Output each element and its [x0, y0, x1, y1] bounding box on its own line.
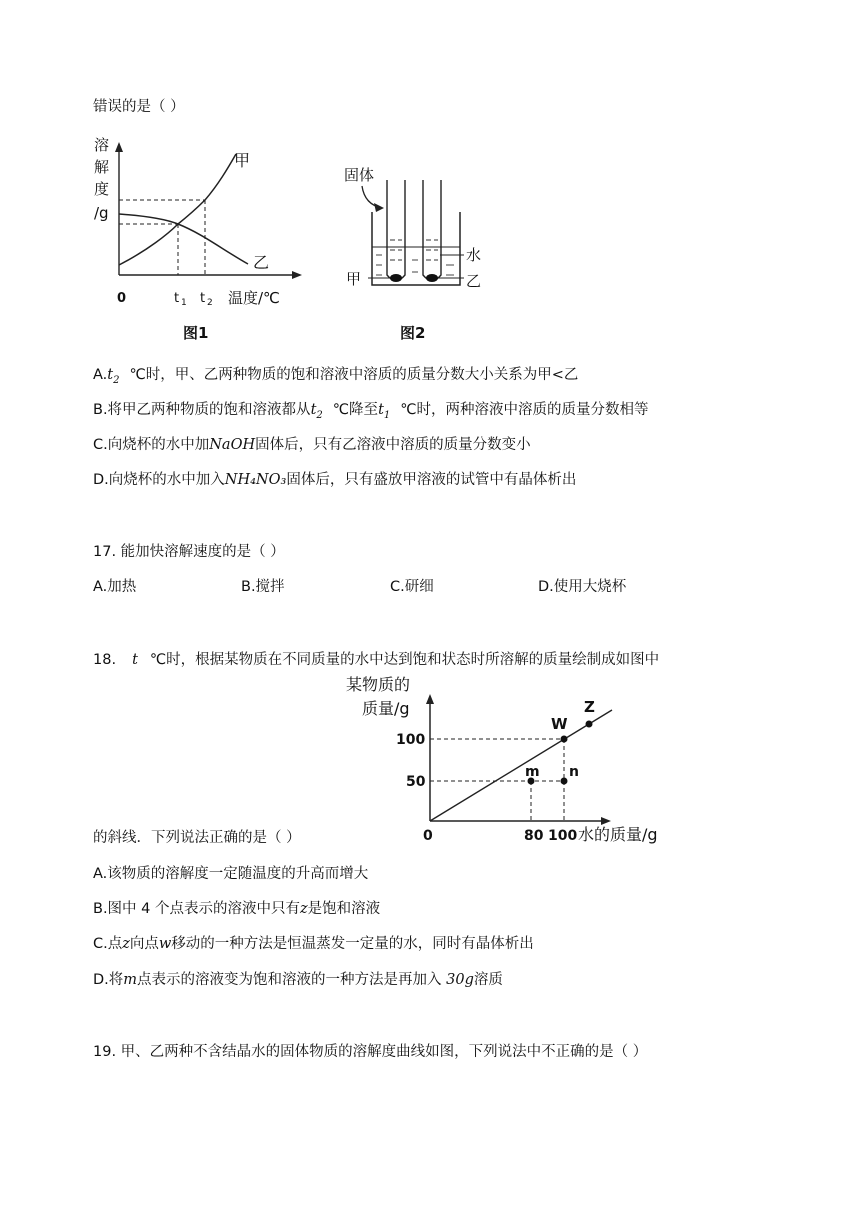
fig1-label-jia: 甲	[234, 151, 251, 170]
fig2-test-tube-yi	[423, 180, 441, 281]
fig2-solid-yi	[426, 274, 438, 282]
q16-stem-tail: 错误的是（ ）	[93, 99, 185, 115]
q18-xlabel: 水的质量/g	[578, 825, 658, 844]
q18-label-z: Z	[584, 698, 595, 716]
q18-tick-50: 50	[406, 774, 426, 790]
q16-figure2-beaker-diagram	[340, 160, 500, 345]
q18-point-z	[586, 721, 593, 728]
fig2-water-hatch	[376, 255, 454, 275]
q19-stem: 19. 甲、乙两种不含结晶水的固体物质的溶解度曲线如图，下列说法中不正确的是（ ）	[93, 1044, 648, 1060]
fig1-ylabel-4: /g	[94, 204, 109, 222]
q17-option-c: C.研细	[390, 579, 434, 595]
fig2-label-jia: 甲	[346, 270, 362, 288]
q18-saturation-line	[430, 710, 612, 821]
fig1-curve-yi	[119, 214, 248, 264]
q18-ylabel-1: 某物质的	[346, 675, 411, 694]
q16-option-d: D.向烧杯的水中加入NH₄NO₃固体后，只有盛放甲溶液的试管中有晶体析出	[93, 472, 577, 488]
fig1-tick-t1-sub: 1	[181, 298, 187, 308]
q17-option-b: B.搅拌	[241, 579, 285, 595]
q18-ylabel-2: 质量/g	[362, 699, 410, 718]
fig1-label-yi: 乙	[253, 253, 270, 272]
q18-stem-end: 的斜线．下列说法正确的是（ ）	[93, 830, 301, 846]
fig1-ylabel-3: 度	[94, 180, 110, 198]
fig2-solid-arrowhead	[374, 203, 384, 212]
q17-option-a: A.加热	[93, 579, 137, 595]
q16-option-a: $A.t_2$ ℃时，甲、乙两种物质的饱和溶液中溶质的质量分数大小关系为甲<乙	[93, 367, 579, 386]
q18-option-b: B.图中 4 个点表示的溶液中只有z是饱和溶液	[93, 901, 381, 917]
q18-label-w: W	[551, 715, 568, 733]
q18-label-n: n	[569, 764, 579, 780]
fig1-tick-t2: t	[200, 291, 206, 306]
q17-option-d: D.使用大烧杯	[538, 579, 627, 595]
fig1-y-arrow	[115, 142, 123, 152]
q16-option-b: B.将甲乙两种物质的饱和溶液都从$t_2$ ℃降至$t_1$ ℃时，两种溶液中溶质的质量分数相等	[93, 402, 649, 421]
q18-tick-x100: 100	[548, 828, 578, 844]
fig2-caption: 图2	[400, 324, 426, 342]
fig2-label-solid: 固体	[344, 166, 375, 184]
q18-option-a: A.该物质的溶解度一定随温度的升高而增大	[93, 866, 369, 882]
fig2-solid-jia	[390, 274, 402, 282]
fig2-label-yi: 乙	[466, 272, 482, 290]
q18-point-n	[561, 778, 568, 785]
fig1-caption: 图1	[183, 324, 209, 342]
fig2-test-tube-jia	[387, 180, 405, 281]
fig1-ylabel-1: 溶	[94, 136, 110, 154]
q18-tick-100: 100	[396, 732, 426, 748]
q18-origin: 0	[423, 828, 433, 844]
q18-option-d: D.将m点表示的溶液变为饱和溶液的一种方法是再加入 30g溶质	[93, 972, 503, 988]
q18-x-arrow	[601, 817, 611, 825]
fig1-origin: 0	[117, 291, 127, 306]
fig2-solid-arrow	[362, 186, 382, 208]
q18-label-m: m	[525, 764, 540, 780]
fig2-label-water: 水	[466, 246, 482, 264]
q17-stem: 17. 能加快溶解速度的是（ ）	[93, 544, 285, 560]
q16-option-c: C.向烧杯的水中加NaOH固体后，只有乙溶液中溶质的质量分数变小	[93, 437, 531, 453]
fig2-beaker	[372, 212, 460, 285]
fig1-tick-t2-sub: 2	[207, 298, 213, 308]
fig1-ylabel-2: 解	[94, 158, 110, 176]
fig2-tube-solution	[390, 240, 438, 260]
q16-figure1-solubility-chart	[88, 130, 318, 345]
q18-tick-80: 80	[524, 828, 544, 844]
fig1-xlabel: 温度/℃	[228, 289, 280, 307]
fig1-x-arrow	[292, 271, 302, 279]
fig1-tick-t1: t	[174, 291, 180, 306]
q18-stem: 18. t ℃时，根据某物质在不同质量的水中达到饱和状态时所溶解的质量绘制成如图中	[93, 652, 660, 668]
q18-option-c: C.点z向点w移动的一种方法是恒温蒸发一定量的水，同时有晶体析出	[93, 936, 534, 952]
q18-point-w	[561, 736, 568, 743]
q18-chart	[340, 672, 680, 852]
q18-y-arrow	[426, 694, 434, 704]
